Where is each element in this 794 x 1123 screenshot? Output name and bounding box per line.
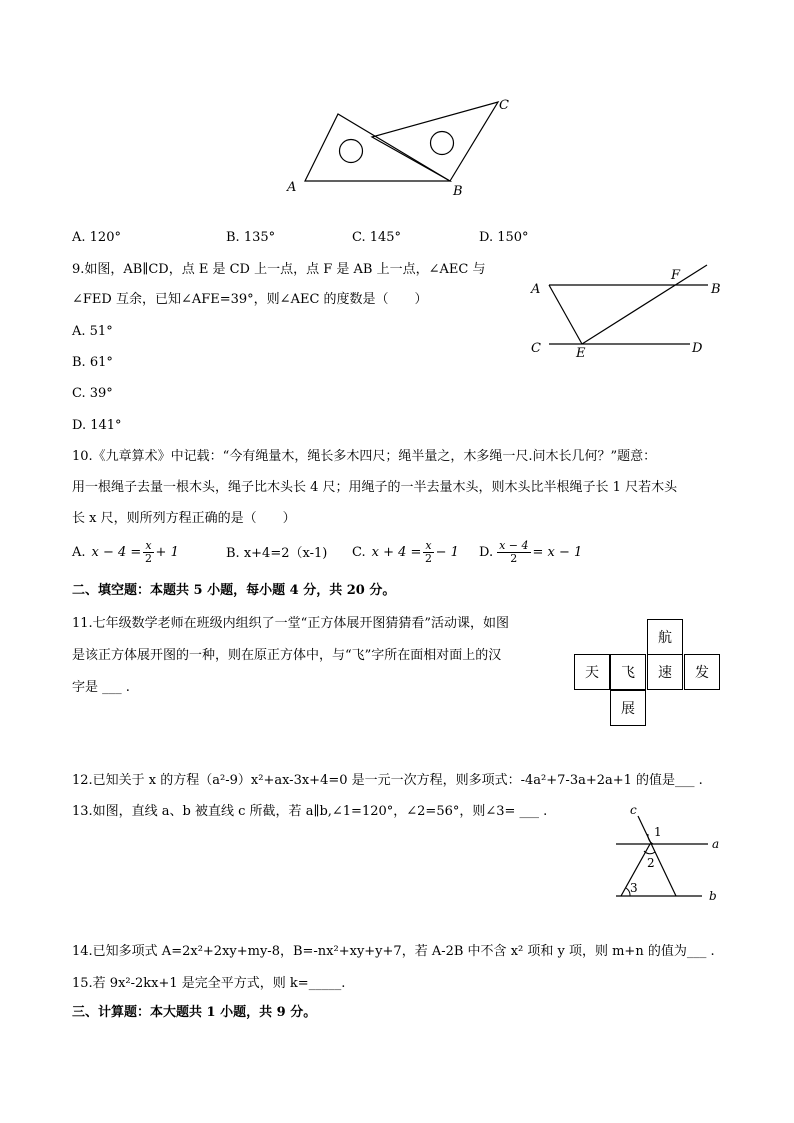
q11-stem-line3: 字是 ___ . bbox=[72, 680, 130, 695]
q10-option-d-rhs: = x − 1 bbox=[532, 544, 583, 560]
circle-hole-right bbox=[431, 132, 454, 155]
label-angle-2: 2 bbox=[647, 856, 655, 870]
ray-EF bbox=[582, 265, 707, 344]
fraction-numerator: x bbox=[425, 539, 432, 552]
cube-net bbox=[574, 619, 722, 727]
q10-stem-line3: 长 x 尺，则所列方程正确的是（ ） bbox=[72, 511, 296, 526]
q8-option-b: B. 135° bbox=[226, 230, 276, 245]
label-b: b bbox=[709, 889, 717, 903]
cube-face-zhan: 展 bbox=[610, 690, 646, 726]
q14-stem: 14.已知多项式 A=2x²+2xy+my-8，B=-nx²+xy+y+7，若 A-2B 中不含 x² 项和 y 项，则 m+n 的值为___ . bbox=[72, 944, 715, 959]
q9-option-c: C. 39° bbox=[72, 386, 113, 401]
label-B: B bbox=[453, 184, 463, 199]
fraction-numerator: x bbox=[145, 539, 152, 552]
circle-hole-left bbox=[340, 140, 363, 163]
q10-option-d-fraction bbox=[497, 540, 530, 565]
q9-stem-line1: 9.如图，AB∥CD，点 E 是 CD 上一点，点 F 是 AB 上一点，∠AEC 与 bbox=[72, 262, 486, 277]
q9-option-b: B. 61° bbox=[72, 355, 113, 370]
q8-option-a: A. 120° bbox=[72, 230, 121, 245]
q9-figure bbox=[525, 260, 725, 360]
cube-face-hang: 航 bbox=[647, 619, 683, 655]
triangle-right bbox=[372, 102, 498, 181]
label-E: E bbox=[576, 346, 586, 360]
q9-option-a: A. 51° bbox=[72, 324, 113, 339]
fraction-numerator: x − 4 bbox=[499, 539, 529, 552]
q10-option-c-lhs: x + 4 = bbox=[371, 544, 422, 560]
q13-figure bbox=[608, 800, 728, 908]
q11-stem-line2: 是该正方体展开图的一种，则在原正方体中，与“飞”字所在面相对面上的汉 bbox=[72, 648, 502, 663]
q10-option-b: B. x+4=2（x-1) bbox=[226, 546, 328, 561]
fraction-denominator: 2 bbox=[510, 552, 518, 565]
section-3-heading: 三、计算题：本大题共 1 小题，共 9 分。 bbox=[72, 1005, 317, 1020]
q10-option-c-label: C. bbox=[352, 544, 366, 560]
fraction-denominator: 2 bbox=[425, 552, 433, 565]
label-C: C bbox=[499, 98, 509, 113]
q15-stem: 15.若 9x²-2kx+1 是完全平方式，则 k=_____. bbox=[72, 976, 346, 991]
label-angle-1: 1 bbox=[654, 825, 662, 839]
q10-option-c bbox=[352, 540, 459, 565]
cube-face-fei: 飞 bbox=[610, 654, 646, 690]
cube-face-tian: 天 bbox=[574, 654, 610, 690]
q10-option-c-rhs: − 1 bbox=[435, 544, 459, 560]
label-F: F bbox=[671, 268, 681, 283]
q8-option-d: D. 150° bbox=[479, 230, 529, 245]
cube-face-fa: 发 bbox=[684, 654, 720, 690]
label-angle-3: 3 bbox=[630, 881, 638, 895]
q10-option-a-lhs: x − 4 = bbox=[91, 544, 142, 560]
q10-option-a bbox=[72, 540, 179, 565]
q8-option-c: C. 145° bbox=[352, 230, 402, 245]
q10-option-c-fraction bbox=[423, 540, 433, 565]
q9-option-d: D. 141° bbox=[72, 418, 122, 433]
q10-stem-line2: 用一根绳子去量一根木头，绳子比木头长 4 尺；用绳子的一半去量木头，则木头比半根绳子长 1 尺若木头 bbox=[72, 480, 678, 495]
q13-stem: 13.如图，直线 a、b 被直线 c 所截，若 a∥b,∠1=120°，∠2=56°，则∠3= ___ . bbox=[72, 804, 548, 819]
cube-face-su: 速 bbox=[647, 654, 683, 690]
q11-stem-line1: 11.七年级数学老师在班级内组织了一堂“正方体展开图猜猜看”活动课，如图 bbox=[72, 616, 509, 631]
label-C: C bbox=[531, 341, 541, 356]
fraction-denominator: 2 bbox=[144, 552, 152, 565]
q9-stem-line2: ∠FED 互余，已知∠AFE=39°，则∠AEC 的度数是（ ） bbox=[72, 292, 428, 307]
q10-option-d bbox=[479, 540, 582, 565]
q10-option-a-fraction bbox=[143, 540, 153, 565]
section-2-heading: 二、填空题：本题共 5 小题，每小题 4 分，共 20 分。 bbox=[72, 583, 396, 598]
q10-option-a-rhs: + 1 bbox=[155, 544, 179, 560]
label-A: A bbox=[531, 282, 541, 297]
label-c: c bbox=[630, 803, 637, 817]
label-B: B bbox=[711, 282, 721, 297]
label-a: a bbox=[712, 837, 720, 851]
q10-stem-line1: 10.《九章算术》中记载：“今有绳量木，绳长多木四尺；绳半量之，木多绳一尺.问木长几何？”题意： bbox=[72, 449, 657, 464]
label-A: A bbox=[287, 180, 297, 195]
q10-option-a-label: A. bbox=[72, 544, 86, 560]
triangle-left bbox=[305, 114, 450, 181]
q8-figure bbox=[280, 95, 520, 200]
label-D: D bbox=[692, 341, 703, 356]
angle-arc-1 bbox=[648, 834, 653, 844]
q10-option-d-label: D. bbox=[479, 544, 494, 560]
q12-stem: 12.已知关于 x 的方程（a²-9）x²+ax-3x+4=0 是一元一次方程，则多项式：-4a²+7-3a+2a+1 的值是___ . bbox=[72, 773, 703, 788]
segment-AE bbox=[549, 285, 582, 344]
